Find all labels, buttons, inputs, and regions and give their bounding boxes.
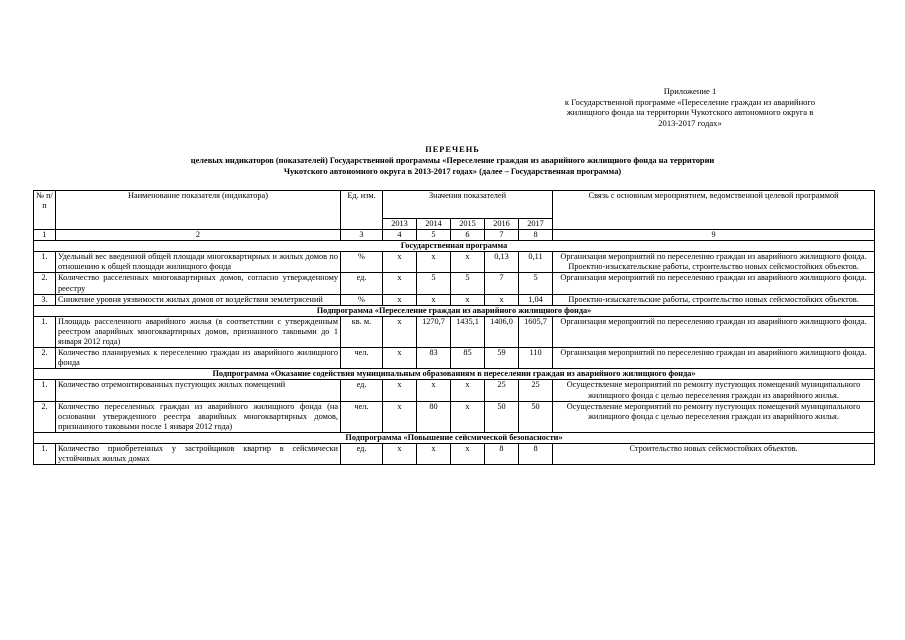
header-year: 2014 [417,219,451,230]
row-number: 3. [34,294,56,305]
indicator-unit: чел. [341,348,383,369]
row-number: 2. [34,401,56,432]
appendix-label: Приложение 1 [663,86,717,96]
column-number: 7 [485,230,519,241]
indicator-name: Снижение уровня уязвимости жилых домов от воздействия землетрясений [56,294,341,305]
indicator-value: x [417,252,451,273]
indicator-value: 50 [485,401,519,432]
section-row [34,432,875,443]
indicator-unit: % [341,294,383,305]
indicator-value: x [383,443,417,464]
indicator-value: 50 [519,401,553,432]
table-row [34,252,875,273]
header-number: № п/п [34,191,56,230]
indicator-value: 1605,7 [519,316,553,347]
indicator-value: 1,04 [519,294,553,305]
header-year: 2017 [519,219,553,230]
indicator-name: Количество приобретенных у застройщиков квартир в сейсмически устойчивых жилых домах [56,443,341,464]
indicator-name: Количество планируемых к переселению граждан из аварийного жилищного фонда [56,348,341,369]
table-row [34,273,875,294]
indicator-value: 5 [451,273,485,294]
indicator-link: Осуществление мероприятий по ремонту пустующих помещений муниципального жилищного фонда с целью переселения граждан из аварийного жилья. [553,401,875,432]
indicator-link: Организация мероприятий по переселению граждан из аварийного жилищного фонда. Проектно-изыскательские работы, строительство новых сейсмостойких объектов. [553,252,875,273]
indicator-link: Организация мероприятий по переселению граждан из аварийного жилищного фонда. [553,348,875,369]
column-number: 2 [56,230,341,241]
column-number: 3 [341,230,383,241]
indicator-value: x [383,401,417,432]
column-number: 1 [34,230,56,241]
indicator-unit: ед. [341,273,383,294]
appendix-text-line: 2013-2017 годах» [658,117,722,128]
indicator-value: 0,11 [519,252,553,273]
document-subtitle-line: Чукотского автономного округа в 2013-2017 годах» (далее – Государственная программа) [283,167,622,176]
section-row [34,305,875,316]
section-row [34,241,875,252]
indicator-value: x [383,380,417,401]
row-number: 1. [34,252,56,273]
table-row [34,316,875,347]
header-unit: Ед. изм. [341,191,383,230]
row-number: 1. [34,443,56,464]
indicator-value: 7 [485,273,519,294]
indicator-value: 85 [451,348,485,369]
indicator-value: 5 [519,273,553,294]
indicator-unit: чел. [341,401,383,432]
indicator-value: x [451,443,485,464]
header-year: 2013 [383,219,417,230]
table-row [34,380,875,401]
row-number: 1. [34,316,56,347]
column-number: 8 [519,230,553,241]
header-year: 2015 [451,219,485,230]
appendix-text-line: к Государственной программе «Переселение граждан из аварийного [564,96,816,107]
document-subtitle-line: целевых индикаторов (показателей) Государственной программы «Переселение граждан из аварийного жилищного фонда на территории [190,156,715,165]
indicator-unit: кв. м. [341,316,383,347]
indicator-value: 59 [485,348,519,369]
indicator-link: Строительство новых сейсмостойких объектов. [553,443,875,464]
indicator-value: x [485,294,519,305]
indicator-value: 0,13 [485,252,519,273]
section-title: Подпрограмма «Повышение сейсмической безопасности» [34,432,875,443]
indicator-name: Количество отремонтированных пустующих жилых помещений [56,380,341,401]
indicator-value: x [383,348,417,369]
indicator-value: x [383,252,417,273]
section-title: Подпрограмма «Переселение граждан из аварийного жилищного фонда» [34,305,875,316]
column-number: 9 [553,230,875,241]
indicator-value: x [383,316,417,347]
indicator-value: x [417,294,451,305]
indicator-name: Количество расселенных многоквартирных домов, согласно утвержденному реестру [56,273,341,294]
indicator-name: Площадь расселенного аварийного жилья (в соответствии с утвержденным реестром аварийных многоквартирных домов, признанного таковыми до 1 января 2012 года) [56,316,341,347]
indicator-value: x [451,294,485,305]
indicator-value: x [451,380,485,401]
indicators-table [33,190,875,465]
appendix-block [520,86,860,128]
indicator-value: 1435,1 [451,316,485,347]
indicator-value: 80 [417,401,451,432]
row-number: 2. [34,273,56,294]
indicator-unit: ед. [341,380,383,401]
indicator-value: 8 [519,443,553,464]
indicator-unit: ед. [341,443,383,464]
indicator-value: x [417,380,451,401]
indicator-value: x [451,401,485,432]
indicator-link: Организация мероприятий по переселению граждан из аварийного жилищного фонда. [553,316,875,347]
indicator-value: x [417,443,451,464]
header-values-group: Значения показателей [383,191,553,219]
section-row [34,369,875,380]
indicator-value: 1406,0 [485,316,519,347]
header-link: Связь с основным мероприятием, ведомственной целевой программой [553,191,875,230]
section-title: Подпрограмма «Оказание содействия муниципальным образованиям в переселении граждан из аварийного жилищного фонда» [34,369,875,380]
column-number: 5 [417,230,451,241]
indicator-value: x [383,294,417,305]
indicator-name: Удельный вес введенной общей площади многоквартирных и жилых домов по отношению к общей площади жилищного фонда [56,252,341,273]
indicator-value: 8 [485,443,519,464]
indicator-link: Проектно-изыскательские работы, строительство новых сейсмостойких объектов. [553,294,875,305]
indicator-value: 25 [519,380,553,401]
table-row [34,443,875,464]
row-number: 1. [34,380,56,401]
table-row [34,401,875,432]
document-heading: ПЕРЕЧЕНЬ [425,145,480,154]
indicator-value: 25 [485,380,519,401]
indicator-link: Осуществление мероприятий по ремонту пустующих помещений муниципального жилищного фонда с целью переселения граждан из аварийного жилья. [553,380,875,401]
header-name: Наименование показателя (индикатора) [56,191,341,230]
indicator-value: 110 [519,348,553,369]
indicator-value: 1270,7 [417,316,451,347]
table-row [34,348,875,369]
indicator-value: x [383,273,417,294]
indicator-value: 5 [417,273,451,294]
appendix-text-line: жилищного фонда на территории Чукотского автономного округа в [566,107,814,118]
row-number: 2. [34,348,56,369]
table-row [34,294,875,305]
header-year: 2016 [485,219,519,230]
column-number: 6 [451,230,485,241]
indicator-value: 83 [417,348,451,369]
indicator-unit: % [341,252,383,273]
indicator-value: x [451,252,485,273]
indicator-link: Организация мероприятий по переселению граждан из аварийного жилищного фонда. [553,273,875,294]
section-title: Государственная программа [34,241,875,252]
indicator-name: Количество переселенных граждан из аварийного жилищного фонда (на основании утвержденного реестра аварийных многоквартирных домов, признанного таковыми после 1 января 2012 года) [56,401,341,432]
column-number: 4 [383,230,417,241]
